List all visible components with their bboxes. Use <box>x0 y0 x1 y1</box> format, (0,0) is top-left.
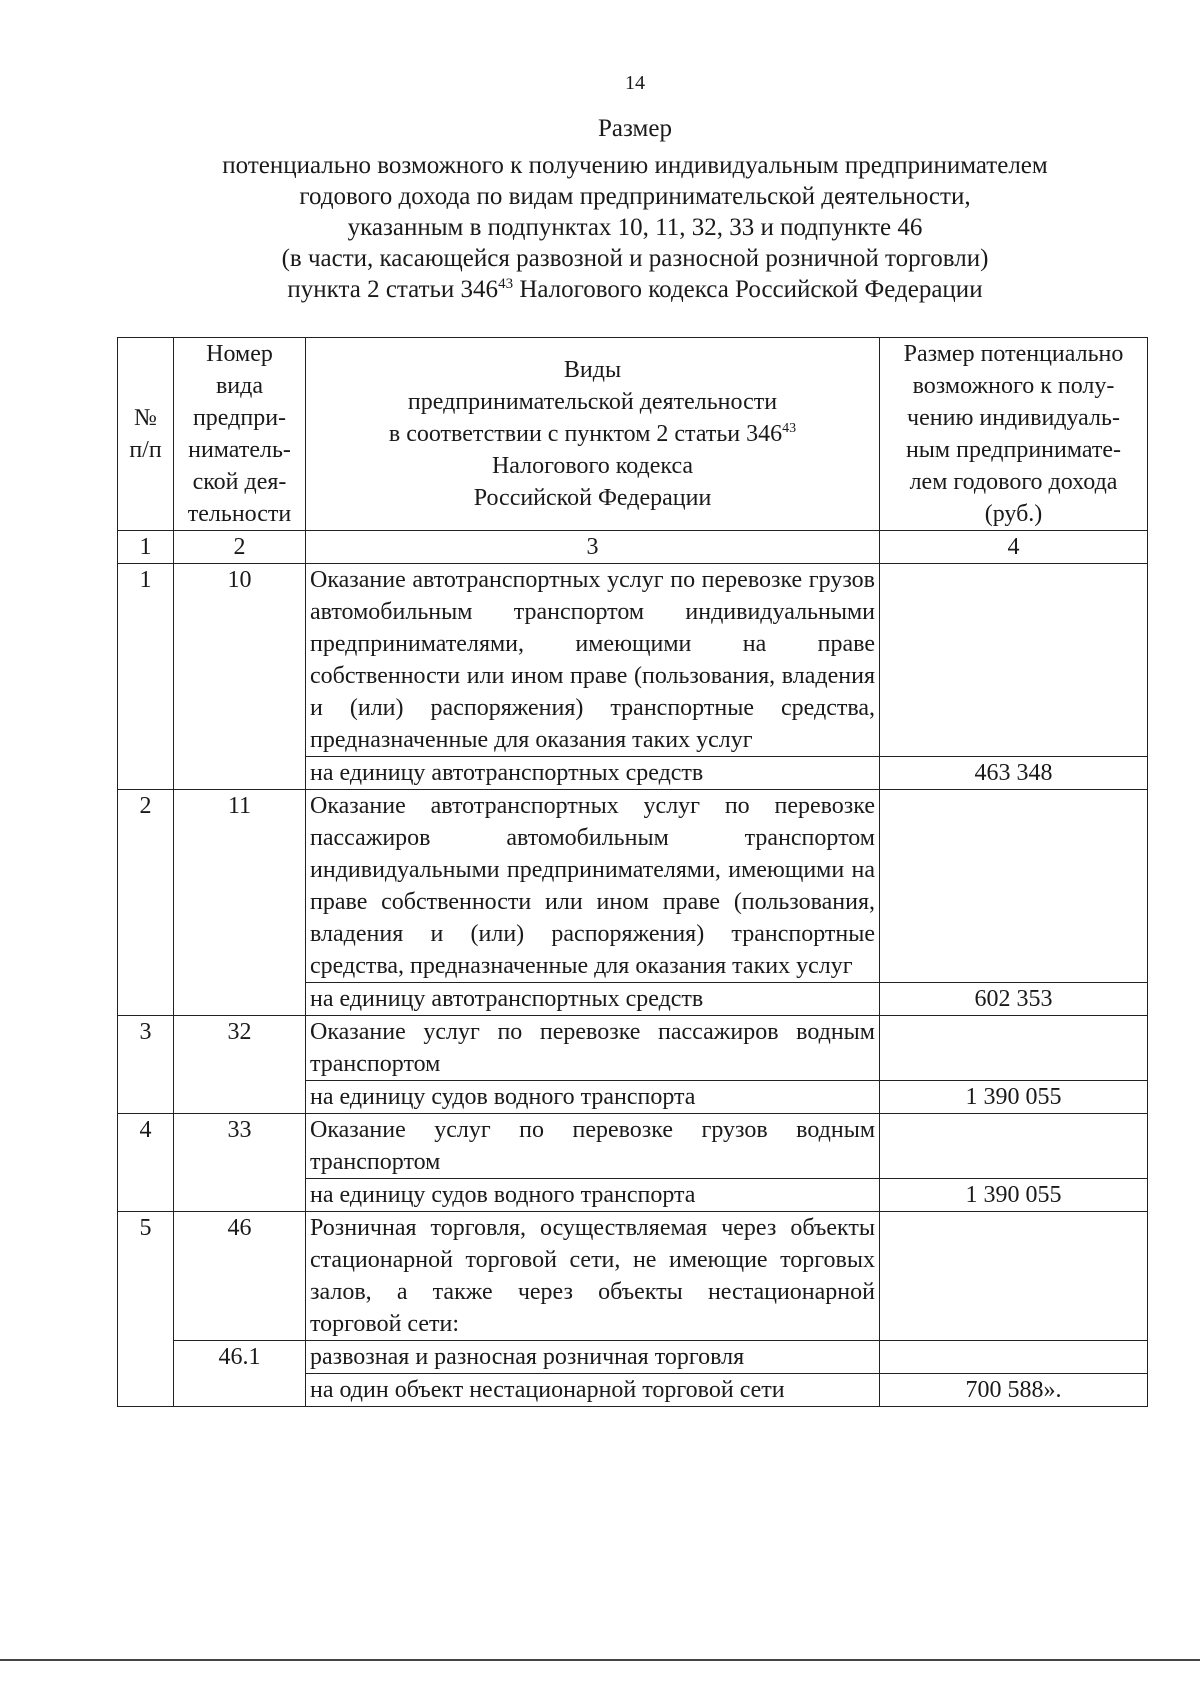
row-number: 4 <box>118 1114 174 1212</box>
document-title: Размер <box>598 115 672 142</box>
row-empty-cell <box>880 1016 1148 1081</box>
header-line <box>310 418 875 450</box>
row-activity-code: 46 <box>174 1212 306 1341</box>
header-line: Российской Федерации <box>473 485 712 511</box>
row-description: Оказание услуг по перевозке грузов водным транспортом <box>306 1114 880 1179</box>
table-row <box>118 1212 1148 1341</box>
header-line: возможного к полу- <box>912 373 1115 399</box>
header-line: ниматель- <box>188 437 291 463</box>
row-activity-code: 10 <box>174 564 306 790</box>
row-number: 3 <box>118 1016 174 1114</box>
header-line: Номер <box>206 341 273 367</box>
header-number <box>118 338 174 531</box>
row-empty-cell <box>880 1212 1148 1341</box>
header-line: Налогового кодекса <box>491 453 694 479</box>
header-line: тельности <box>187 501 292 527</box>
heading-text: пункта 2 статьи 346 <box>287 276 499 303</box>
header-line: Размер потенциально <box>903 341 1124 367</box>
header-line: ской дея- <box>192 469 287 495</box>
row-sub-activity-code: 46.1 <box>174 1341 306 1407</box>
header-text: в соответствии с пунктом 2 статьи 346 <box>388 421 783 447</box>
header-line: Виды <box>563 357 622 383</box>
header-activity-code <box>174 338 306 531</box>
header-income-size <box>880 338 1148 531</box>
row-sub-description: развозная и разносная розничная торговля <box>306 1341 880 1374</box>
header-line: № <box>134 405 157 431</box>
row-income-value: 1 390 055 <box>880 1081 1148 1114</box>
row-unit: на единицу судов водного транспорта <box>306 1179 880 1212</box>
row-activity-code: 11 <box>174 790 306 1016</box>
column-number: 3 <box>306 531 880 564</box>
table-row <box>118 790 1148 983</box>
header-line: предпринимательской деятельности <box>407 389 778 415</box>
row-unit: на один объект нестационарной торговой сети <box>306 1374 880 1407</box>
bottom-rule <box>0 1659 1200 1661</box>
row-unit: на единицу автотранспортных средств <box>306 757 880 790</box>
row-empty-cell <box>880 1114 1148 1179</box>
heading-line: потенциально возможного к получению индивидуальным предпринимателем <box>222 152 1048 179</box>
header-line: вида <box>215 373 264 399</box>
row-description: Оказание автотранспортных услуг по перевозке пассажиров автомобильным транспортом индивидуальными предпринимателями, имеющими на праве собственности или ином праве (пользования, владения и (или) распоряжения) транспортные средства, предназначенные для оказания таких услуг <box>306 790 880 983</box>
table-row <box>118 1016 1148 1081</box>
header-line: (руб.) <box>984 501 1043 527</box>
heading-line: (в части, касающейся развозной и разносной розничной торговли) <box>281 245 989 272</box>
header-line: чению индивидуаль- <box>907 405 1120 431</box>
row-number: 5 <box>118 1212 174 1407</box>
heading-line: годового дохода по видам предпринимательской деятельности, <box>299 183 971 210</box>
header-line: п/п <box>129 437 162 463</box>
row-empty-cell <box>880 1341 1148 1374</box>
row-description: Оказание услуг по перевозке пассажиров водным транспортом <box>306 1016 880 1081</box>
row-income-value: 602 353 <box>880 983 1148 1016</box>
column-number: 2 <box>174 531 306 564</box>
heading-text: Налогового кодекса Российской Федерации <box>513 276 983 303</box>
row-activity-code: 32 <box>174 1016 306 1114</box>
column-number-row <box>118 531 1148 564</box>
table-row <box>118 1114 1148 1179</box>
heading-line: указанным в подпунктах 10, 11, 32, 33 и подпункте 46 <box>347 214 923 241</box>
table-row <box>118 564 1148 757</box>
table-row <box>118 1341 1148 1374</box>
page-number: 14 <box>625 72 645 94</box>
heading-superscript: 43 <box>498 276 514 292</box>
row-unit: на единицу автотранспортных средств <box>306 983 880 1016</box>
row-description: Розничная торговля, осуществляемая через объекты стационарной торговой сети, не имеющие торговых залов, а также через объекты нестационарной торговой сети: <box>306 1212 880 1341</box>
row-number: 2 <box>118 790 174 1016</box>
heading-line <box>0 274 1200 305</box>
row-income-value: 463 348 <box>880 757 1148 790</box>
column-number: 1 <box>118 531 174 564</box>
income-table <box>117 337 1148 1407</box>
row-unit: на единицу судов водного транспорта <box>306 1081 880 1114</box>
row-description: Оказание автотранспортных услуг по перевозке грузов автомобильным транспортом индивидуальными предпринимателями, имеющими на праве собственности или ином праве (пользования, владения и (или) распоряжения) транспортные средства, предназначенные для оказания таких услуг <box>306 564 880 757</box>
row-empty-cell <box>880 790 1148 983</box>
header-line: предпри- <box>192 405 287 431</box>
row-number: 1 <box>118 564 174 790</box>
table-header-row <box>118 338 1148 531</box>
column-number: 4 <box>880 531 1148 564</box>
row-income-value: 1 390 055 <box>880 1179 1148 1212</box>
header-line: лем годового дохода <box>909 469 1118 495</box>
row-empty-cell <box>880 564 1148 757</box>
header-activity-kind <box>306 338 880 531</box>
document-heading <box>0 150 1200 305</box>
header-line: ным предпринимате- <box>905 437 1122 463</box>
row-activity-code: 33 <box>174 1114 306 1212</box>
header-superscript: 43 <box>782 421 797 436</box>
row-income-value: 700 588». <box>880 1374 1148 1407</box>
